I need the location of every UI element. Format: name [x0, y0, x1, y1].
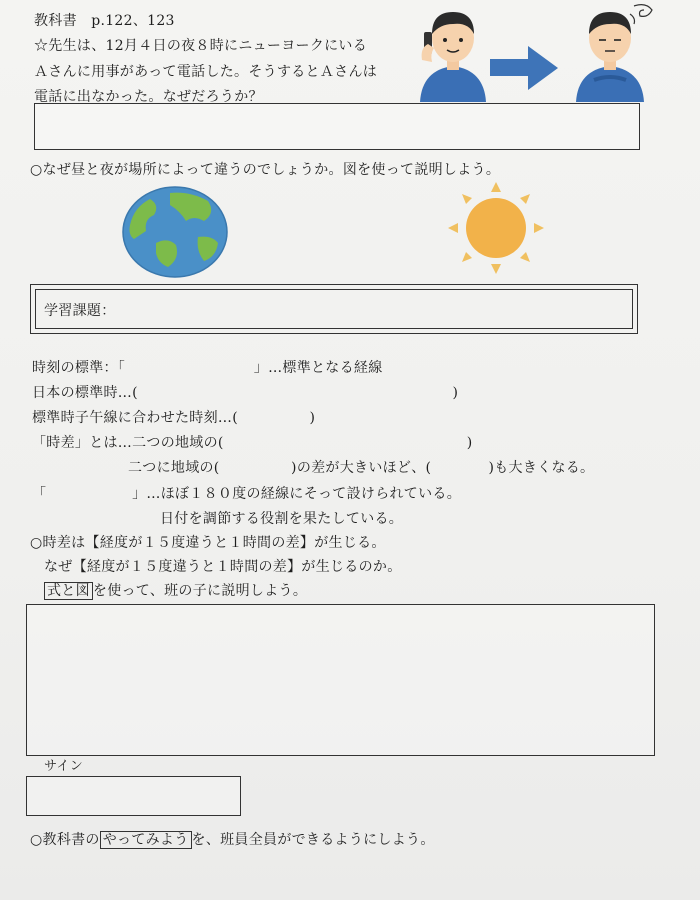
sign-label: サイン — [44, 759, 83, 774]
note-date-line: 「 」…ほぼ１８０度の経線にそって設けられている。 — [32, 486, 461, 502]
note-time-difference: 「時差」とは…二つの地域の( ) — [32, 435, 473, 451]
question-explain-line — [44, 580, 307, 600]
footer-suffix: を、班員全員ができるようにしよう。 — [191, 832, 435, 848]
man-on-phone-icon — [410, 2, 496, 104]
note-difference-larger: 二つに地域の( )の差が大きいほど、( )も大きくなる。 — [128, 460, 595, 476]
note-time-standard: 時刻の標準：「 」…標準となる経線 — [32, 360, 383, 376]
footer-prefix: ○教科書の — [30, 832, 100, 848]
explanation-answer-box[interactable] — [26, 604, 655, 756]
note-date-line-role: 日付を調節する役割を果たしている。 — [160, 511, 404, 527]
question-longitude: ○時差は【経度が１５度違うと１時間の差】が生じる。 — [30, 535, 386, 551]
question-day-night: ○なぜ昼と夜が場所によって違うのでしょうか。図を使って説明しよう。 — [30, 162, 501, 178]
textbook-reference: 教科書 p.122、123 — [34, 13, 175, 29]
arrow-head-icon — [528, 46, 558, 90]
answer-box-1[interactable] — [34, 103, 640, 150]
try-it-box: やってみよう — [100, 831, 192, 849]
sleepy-man-icon — [568, 0, 664, 104]
formula-and-diagram-box: 式と図 — [44, 582, 93, 600]
intro-line-3: 電話に出なかった。なぜだろうか？ — [34, 89, 263, 105]
intro-line-2: Ａさんに用事があって電話した。そうするとＡさんは — [34, 64, 378, 80]
question-longitude-why: なぜ【経度が１５度違うと１時間の差】が生じるのか。 — [44, 559, 402, 575]
sign-box[interactable] — [26, 776, 241, 816]
sun-icon — [444, 180, 548, 276]
learning-task-box[interactable] — [35, 289, 633, 329]
note-standard-meridian-time: 標準時子午線に合わせた時刻…( ) — [32, 410, 316, 426]
explain-instruction: を使って、班の子に説明しよう。 — [92, 583, 308, 599]
right-arrow-icon — [490, 59, 530, 76]
intro-line-1: ☆先生は、12月４日の夜８時にニューヨークにいる — [34, 38, 368, 54]
footer-instruction — [30, 829, 435, 849]
earth-globe-icon — [120, 185, 230, 280]
learning-task-label: 学習課題： — [44, 303, 116, 319]
note-japan-standard-time: 日本の標準時…( ) — [32, 385, 459, 401]
